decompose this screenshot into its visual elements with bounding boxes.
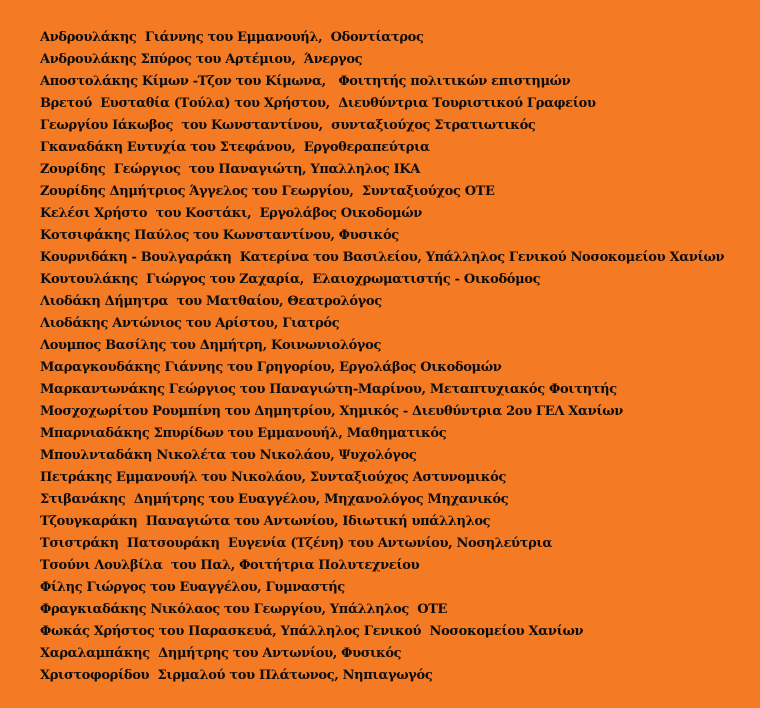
list-item: Ανδρουλάκης Σπύρος του Αρτέμιου, Άνεργος (40, 52, 363, 67)
list-item: Φραγκιαδάκης Νικόλαος του Γεωργίου, Υπάλληλος ΟΤΕ (40, 602, 448, 617)
list-item: Μπουλνταδάκη Νικολέτα του Νικολάου, Ψυχολόγος (40, 448, 417, 463)
list-item: Κουτουλάκης Γιώργος του Ζαχαρία, Ελαιοχρωματιστής - Οικοδόμος (40, 272, 541, 287)
list-item: Κοτσιφάκης Παύλος του Κωνσταντίνου, Φυσικός (40, 228, 399, 243)
candidate-list (40, 27, 724, 687)
list-item: Ζουρίδης Γεώργιος του Παναγιώτη, Υπαλληλος ΙΚΑ (40, 162, 421, 177)
list-item: Στιβανάκης Δημήτρης του Ευαγγέλου, Μηχανολόγος Μηχανικός (40, 492, 509, 507)
list-item: Ανδρουλάκης Γιάννης του Εμμανουήλ, Οδοντίατρος (40, 30, 424, 45)
list-item: Λουμπος Βασίλης του Δημήτρη, Κοινωνιολόγος (40, 338, 382, 353)
list-item: Τσούνι Λουλβίλα του Παλ, Φοιτήτρια Πολυτεχνείου (40, 558, 420, 573)
list-item: Βρετού Ευσταθία (Τούλα) του Χρήστου, Διευθύντρια Τουριστικού Γραφείου (40, 96, 596, 111)
list-item: Μοσχοχωρίτου Ρουμπίνη του Δημητρίου, Χημικός - Διευθύντρια 2ου ΓΕΛ Χανίων (40, 404, 623, 419)
list-item: Μπαρνιαδάκης Σπυρίδων του Εμμανουήλ, Μαθηματικός (40, 426, 447, 441)
list-item: Φωκάς Χρήστος του Παρασκευά, Υπάλληλος Γενικού Νοσοκομείου Χανίων (40, 624, 584, 639)
list-item: Λιοδάκης Αντώνιος του Αρίστου, Γιατρός (40, 316, 340, 331)
list-item: Τσιστράκη Πατσουράκη Ευγενία (Τζένη) του Αντωνίου, Νοσηλεύτρια (40, 536, 552, 551)
list-item: Χριστοφορίδου Σιρμαλού του Πλάτωνος, Νηπιαγωγός (40, 668, 433, 683)
list-item: Αποστολάκης Κίμων -Τζον του Κίμωνα, Φοιτητής πολιτικών επιστημών (40, 74, 571, 89)
list-item: Μαραγκουδάκης Γιάννης του Γρηγορίου, Εργολάβος Οικοδομών (40, 360, 502, 375)
list-item: Ζουρίδης Δημήτριος Άγγελος του Γεωργίου, Συνταξιούχος ΟΤΕ (40, 184, 495, 199)
list-item: Γεωργίου Ιάκωβος του Κωνσταντίνου, συνταξιούχος Στρατιωτικός (40, 118, 536, 133)
list-item: Λιοδάκη Δήμητρα του Ματθαίου, Θεατρολόγος (40, 294, 382, 309)
list-item: Τζουγκαράκη Παναγιώτα του Αντωνίου, Ιδιωτική υπάλληλος (40, 514, 491, 529)
list-item: Φίλης Γιώργος του Ευαγγέλου, Γυμναστής (40, 580, 345, 595)
list-item: Κελέσι Χρήστο του Κοστάκι, Εργολάβος Οικοδομών (40, 206, 422, 221)
list-item: Κουρνιδάκη - Βουλγαράκη Κατερίνα του Βασιλείου, Υπάλληλος Γενικού Νοσοκομείου Χανίων (40, 250, 725, 265)
list-item: Μαρκαντωνάκης Γεώργιος του Παναγιώτη-Μαρίνου, Μεταπτυχιακός Φοιτητής (40, 382, 617, 397)
list-item: Χαραλαμπάκης Δημήτρης του Αντωνίου, Φυσικός (40, 646, 402, 661)
list-item: Πετράκης Εμμανουήλ του Νικολάου, Συνταξιούχος Αστυνομικός (40, 470, 507, 485)
list-item: Γκαναδάκη Ευτυχία του Στεφάνου, Εργοθεραπεύτρια (40, 140, 430, 155)
